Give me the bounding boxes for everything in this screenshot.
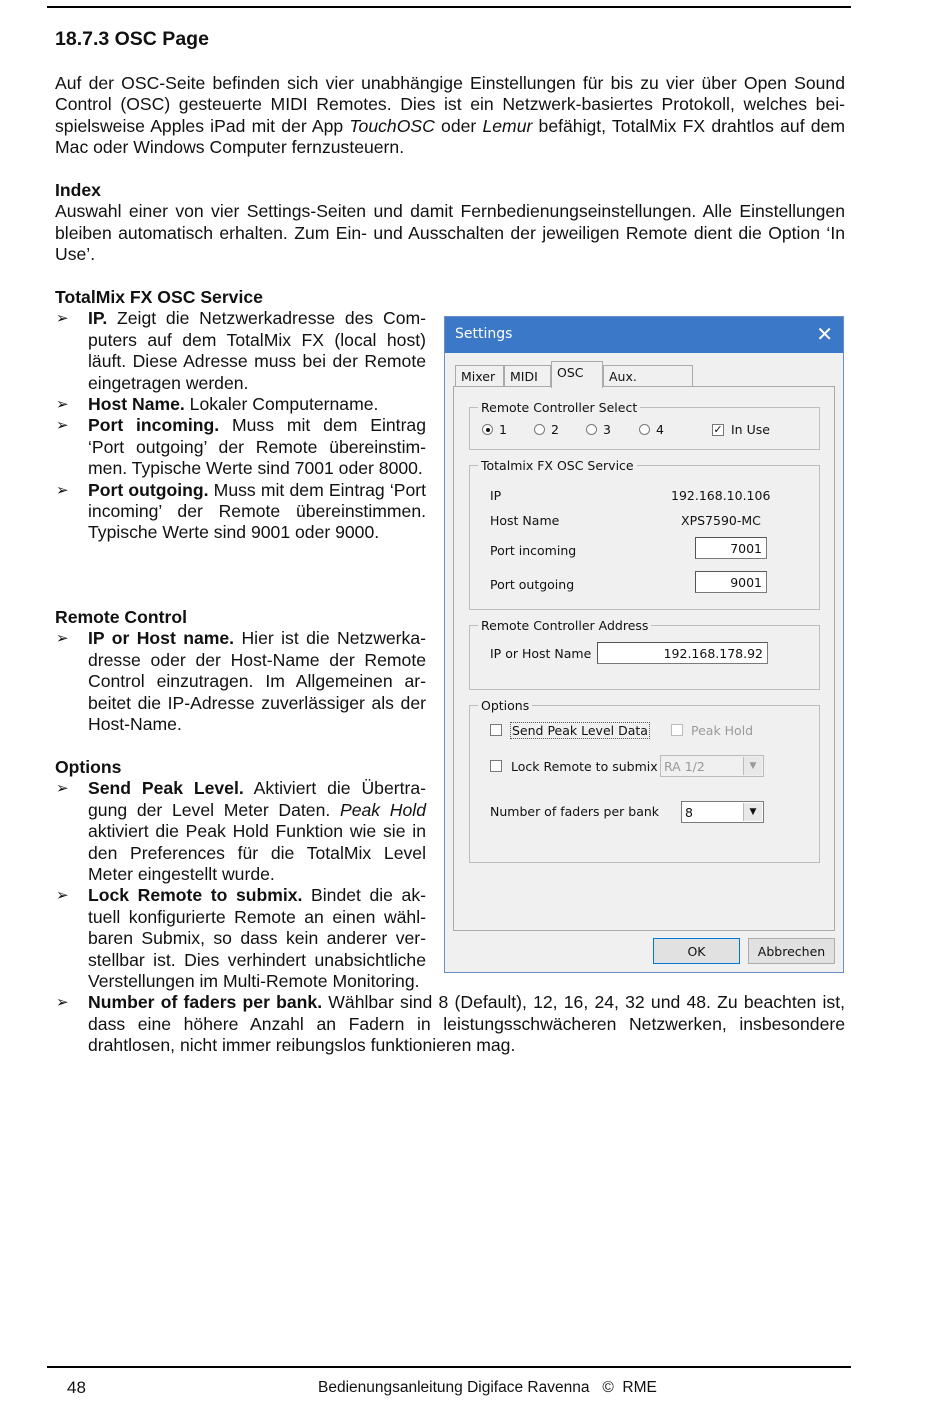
send-peak-checkbox[interactable]: [490, 724, 502, 736]
peak-hold-checkbox[interactable]: [671, 724, 683, 736]
options-label: Options: [478, 698, 532, 713]
host-name-label: Host Name: [490, 513, 560, 528]
list-item: ➢ Lock Remote to submix. Bindet die aktuell konfigurierte Remote an einen wählbaren Submix, so dass kein anderer verstellbar ist. Dies verhindert unabsichtliche Verstellungen im Multi-Remote Monitoring.: [55, 885, 426, 992]
radio-4-label: 4: [656, 422, 664, 437]
list-item: ➢ Port incoming. Muss mit dem Eintrag ‘Port outgoing’ der Remote übereinstimmen. Typische Werte sind 7001 oder 8000.: [55, 415, 426, 479]
radio-3[interactable]: [586, 424, 597, 435]
chevron-down-icon: ▼: [743, 803, 762, 821]
port-incoming-field[interactable]: 7001: [695, 537, 767, 559]
in-use-checkbox[interactable]: ✓: [713, 423, 723, 436]
ip-label: IP: [490, 488, 502, 503]
tab-mixer[interactable]: Mixer: [455, 365, 504, 386]
section-title: 18.7.3 OSC Page: [55, 28, 209, 50]
service-section: [55, 287, 435, 544]
app-name-lemur: Lemur: [482, 115, 533, 136]
lock-remote-checkbox[interactable]: [490, 760, 502, 772]
list-item: ➢ Send Peak Level. Aktiviert die Übertragung der Level Meter Daten. Peak Hold aktiviert die Peak Hold Funktion wie sie in den Preferences für die TotalMix Level Meter eingestellt wurde.: [55, 778, 426, 885]
footer-title: Bedienungsanleitung Digiface Ravenna © RME: [318, 1379, 657, 1396]
host-name-value: XPS7590-MC: [681, 513, 761, 528]
intro-text-1: Auf der OSC-Seite befinden sich vier unabhängige Einstellungen für bis zu vier über Open Sound Control (OSC) gesteuerte MIDI Remotes. Dies ist ein Netzwerk-basiertes Protokoll, welches beispielsweise Apples iPad mit der App: [55, 73, 845, 136]
port-outgoing-field[interactable]: 9001: [695, 571, 767, 593]
port-outgoing-label: Port outgoing: [490, 577, 575, 592]
tab-aux-devices[interactable]: Aux.: [603, 365, 693, 386]
faders-label: Number of faders per bank: [490, 804, 660, 819]
close-icon[interactable]: ✕: [816, 322, 833, 346]
page-number: 48: [67, 1378, 86, 1397]
intro-text-3: befähigt, TotalMix FX drahtlos auf dem Mac oder Windows Computer fernzusteuern.: [55, 115, 846, 158]
intro-text-2: oder: [434, 115, 483, 136]
dialog-titlebar: [445, 317, 843, 353]
tab-osc[interactable]: OSC: [551, 361, 603, 388]
radio-4[interactable]: [639, 424, 650, 435]
submix-value: RA 1/2: [664, 759, 705, 774]
list-item: ➢ Number of faders per bank. Wählbar sind 8 (Default), 12, 16, 24, 32 und 48. Zu beachten ist, dass eine höhere Anzahl an Fadern in leistungsschwächeren Netzwerken, insbesondere drahtlosen, nicht immer reibungslos funktionieren mag.: [55, 992, 845, 1056]
radio-2[interactable]: [534, 424, 545, 435]
osc-service-group: [469, 458, 820, 610]
radio-1[interactable]: [482, 424, 493, 435]
peak-hold-label: Peak Hold: [691, 723, 754, 738]
lock-remote-label: Lock Remote to submix: [511, 759, 658, 774]
app-name-touchosc: TouchOSC: [349, 115, 435, 136]
header-rule: [47, 6, 851, 8]
radio-3-label: 3: [603, 422, 611, 437]
footer-rule: [47, 1366, 851, 1368]
index-section: [55, 180, 845, 266]
faders-value: 8: [685, 805, 693, 820]
radio-1-label: 1: [499, 422, 507, 437]
service-heading: TotalMix FX OSC Service: [55, 287, 263, 307]
service-list: [55, 308, 426, 543]
dialog-title: Settings: [455, 326, 513, 342]
list-item: ➢ Port outgoing. Muss mit dem Eintrag ‘Port incoming’ der Remote übereinstimmen. Typische Werte sind 9001 oder 9000.: [55, 480, 426, 544]
osc-service-label: Totalmix FX OSC Service: [478, 458, 637, 473]
list-item: ➢ IP. Zeigt die Netzwerkadresse des Computers auf dem TotalMix FX (local host) läuft. Diese Adresse muss bei der Remote eingetragen werden.: [55, 308, 426, 394]
tab-bar: [455, 361, 835, 387]
options-heading: Options: [55, 757, 122, 777]
faders-select[interactable]: [681, 801, 764, 823]
send-peak-label: Send Peak Level Data: [512, 723, 648, 738]
submix-select[interactable]: [660, 755, 764, 777]
settings-dialog: [444, 316, 844, 973]
port-incoming-label: Port incoming: [490, 543, 577, 558]
remote-list: [55, 628, 426, 735]
remote-heading: Remote Control: [55, 607, 187, 627]
remote-section: [55, 607, 435, 735]
cancel-button[interactable]: Abbrechen: [748, 938, 835, 964]
index-text: Auswahl einer von vier Settings-Seiten und damit Fernbedienungseinstellungen. Alle Einstellungen bleiben automatisch erhalten. Zum Ein- und Ausschalten der jeweiligen Remote dient die Option ‘In Use’.: [55, 201, 845, 265]
ok-button[interactable]: OK: [653, 938, 740, 964]
index-heading: Index: [55, 180, 101, 200]
intro-paragraph: [55, 73, 845, 159]
list-item: ➢ Host Name. Lokaler Computername.: [55, 394, 426, 415]
ip-host-field[interactable]: 192.168.178.92: [597, 642, 768, 664]
in-use-label: In Use: [731, 422, 770, 437]
ip-host-label: IP or Host Name: [490, 646, 592, 661]
ip-value: 192.168.10.106: [671, 488, 771, 503]
list-item: ➢ IP or Host name. Hier ist die Netzwerkadresse oder der Host-Name der Remote Control einzutragen. Im Allgemeinen arbeitet die IP-Adresse zuverlässiger als der Host-Name.: [55, 628, 426, 735]
rc-select-group: [469, 400, 820, 450]
rc-address-group: [469, 618, 820, 690]
rc-select-label: Remote Controller Select: [478, 400, 640, 415]
rc-address-label: Remote Controller Address: [478, 618, 651, 633]
tab-midi[interactable]: MIDI: [504, 365, 551, 386]
chevron-down-icon: ▼: [743, 757, 762, 775]
radio-2-label: 2: [551, 422, 559, 437]
tab-panel: [453, 386, 835, 931]
options-group: [469, 698, 820, 863]
